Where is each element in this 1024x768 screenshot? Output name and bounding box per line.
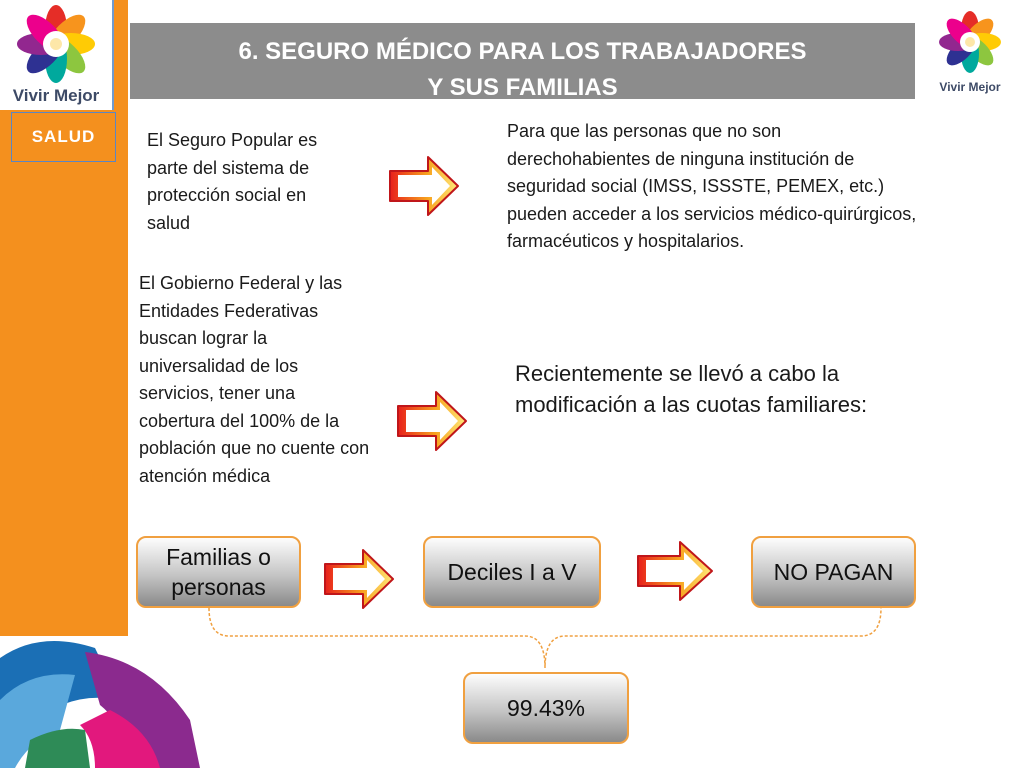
logo-panel — [0, 0, 114, 110]
title-line-2: Y SUS FAMILIAS — [427, 74, 618, 99]
logo-text: Vivir Mejor — [12, 86, 100, 105]
sidebar-tab-salud[interactable]: SALUD — [11, 112, 116, 162]
flower-icon — [6, 4, 106, 84]
right-arrow-icon — [388, 155, 460, 217]
grouping-bracket — [207, 606, 883, 676]
block2-left-text: El Gobierno Federal y las Entidades Federativas buscan lograr la universalidad de los servicios, tener una cobertura del 100% de la población que no cuente con atención médica — [139, 273, 370, 486]
flow-box-families: Familias o personas — [136, 536, 301, 608]
vivir-mejor-logo-right — [932, 8, 1008, 96]
flower-icon — [932, 8, 1008, 78]
flow-box-no-pagan: NO PAGAN — [751, 536, 916, 608]
flow-box-deciles: Deciles I a V — [423, 536, 601, 608]
vivir-mejor-logo — [6, 4, 106, 108]
title-line-1: 6. SEGURO MÉDICO PARA LOS TRABAJADORES — [238, 38, 807, 65]
block1-left-text: El Seguro Popular es parte del sistema de protección social en salud — [147, 130, 318, 233]
logo-text: Vivir Mejor — [939, 80, 1001, 94]
decorative-swoosh — [0, 630, 200, 768]
page-title — [130, 23, 915, 99]
right-arrow-icon — [323, 548, 395, 610]
right-arrow-icon — [396, 390, 468, 452]
block1-right-text: Para que las personas que no son derechohabientes de ninguna institución de seguridad social (IMSS, ISSSTE, PEMEX, etc.) pueden acceder a los servicios médico-quirúrgicos, farmacéuticos y hospitalarios. — [507, 121, 917, 251]
right-arrow-icon — [636, 540, 714, 602]
flow-box-total: 99.43% — [463, 672, 629, 744]
block2-right-text: Recientemente se llevó a cabo la modificación a las cuotas familiares: — [515, 361, 868, 417]
